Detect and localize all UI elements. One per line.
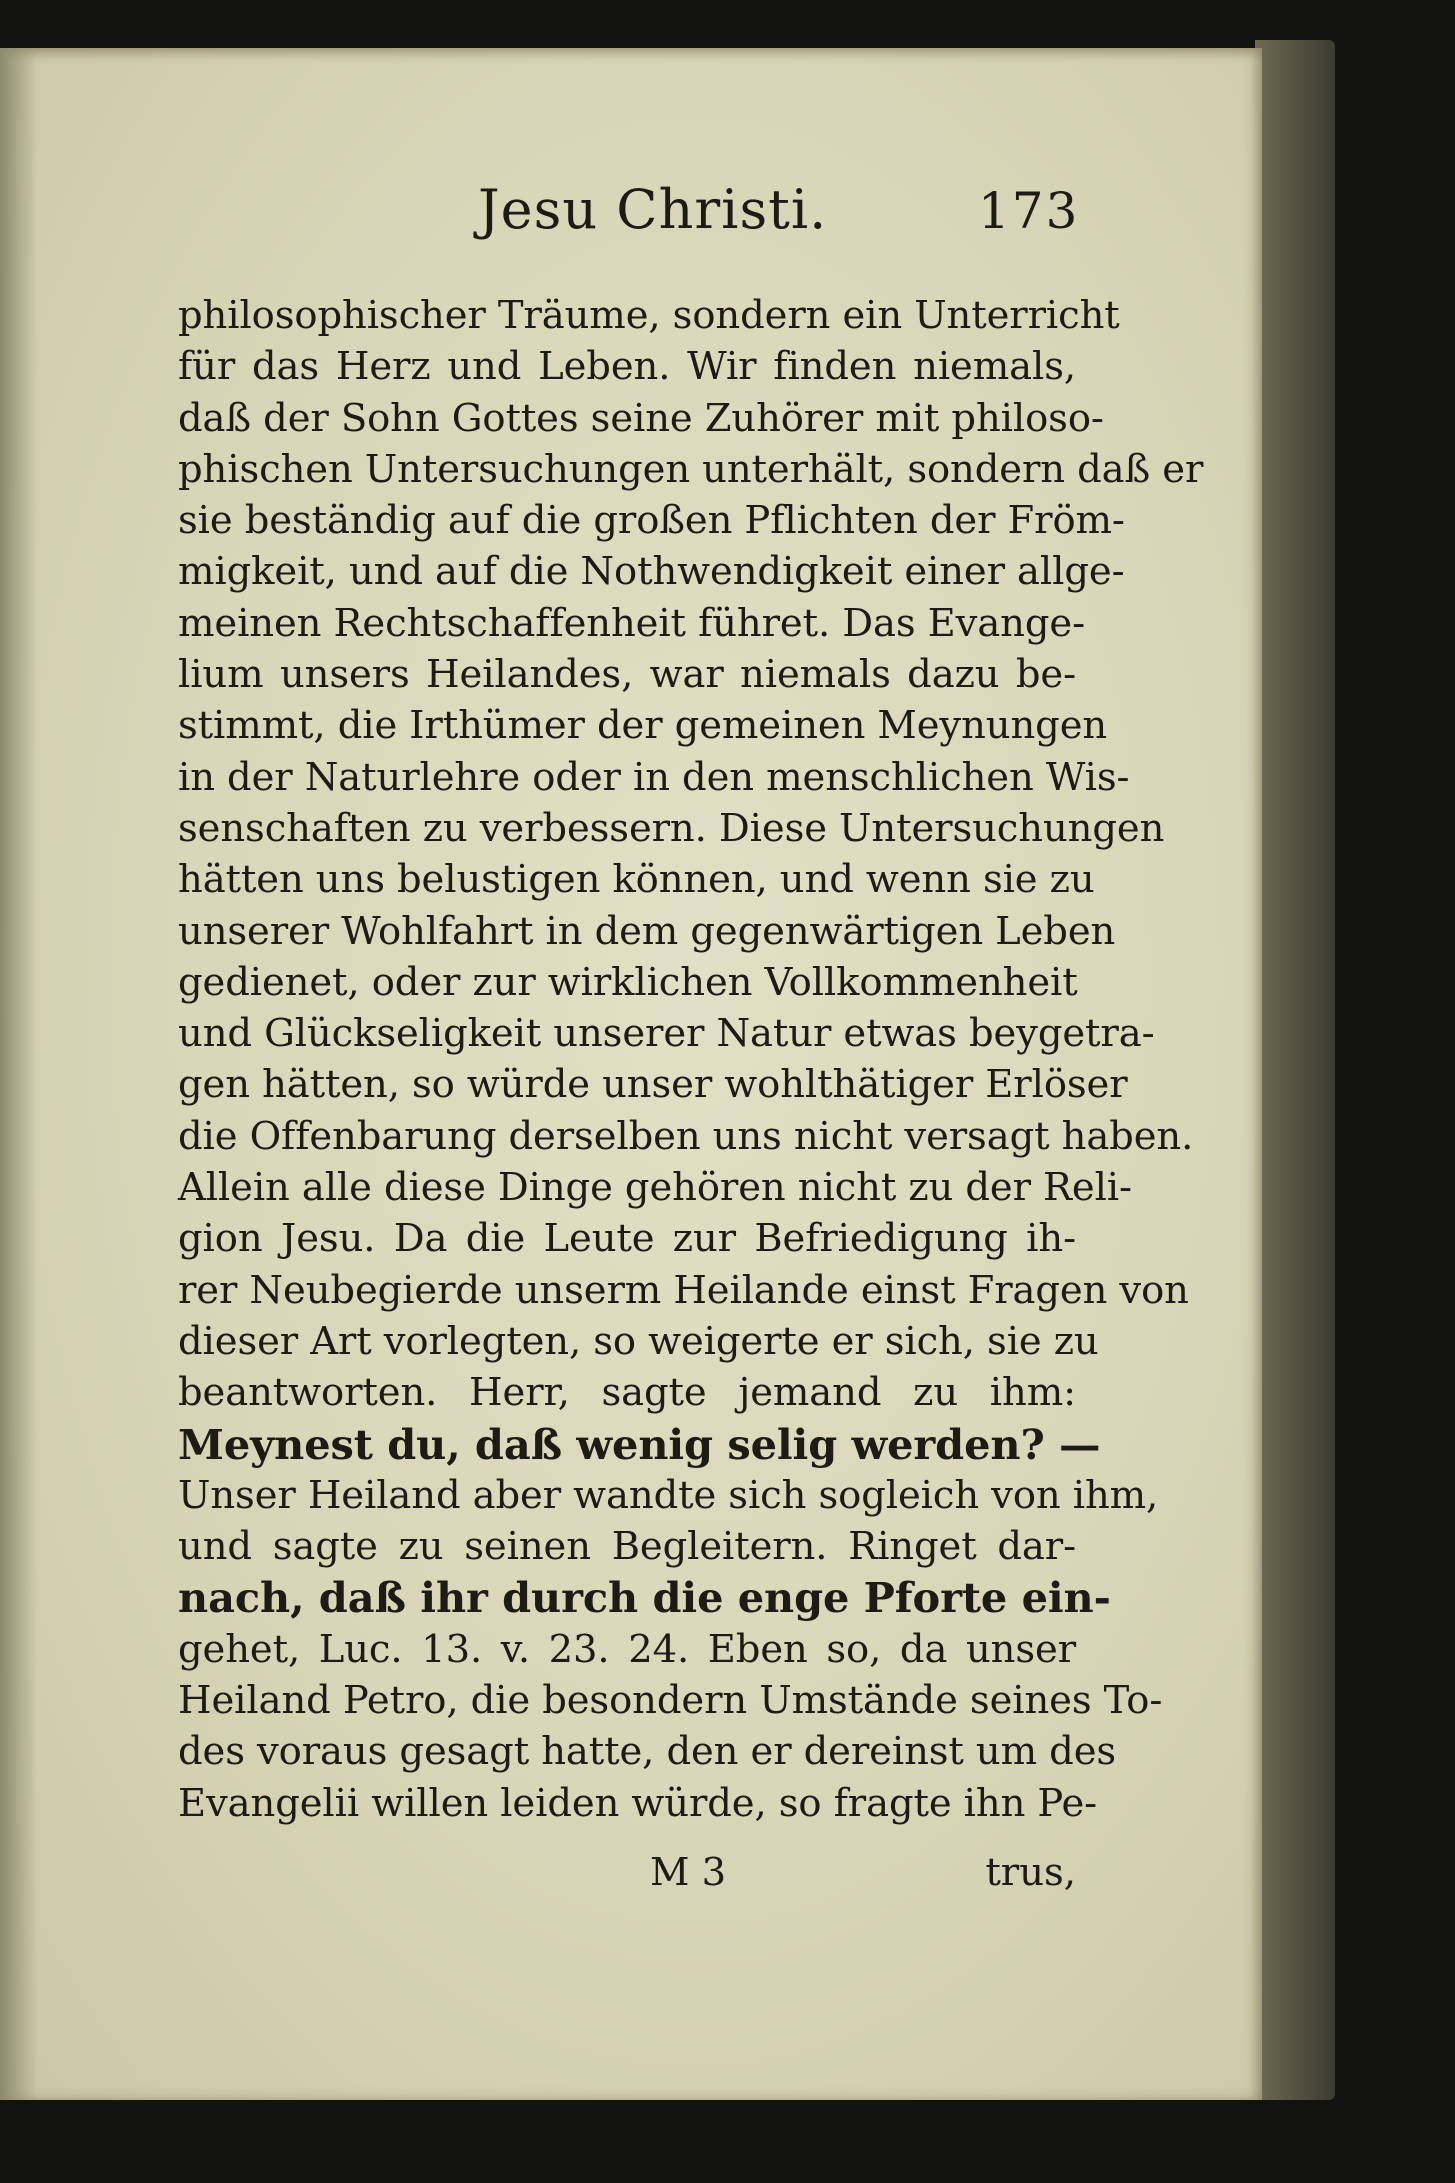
running-title: Jesu Christi. [478,178,828,241]
text-line: und sagte zu seinen Begleitern. Ringet dar- [178,1524,1076,1570]
text-line: senschaften zu verbessern. Diese Untersuchungen [178,805,1165,851]
page-number: 173 [978,182,1080,240]
text-line: gen hätten, so würde unser wohlthätiger Erlöser [178,1062,1128,1108]
page-header [0,178,1262,248]
text-line: Evangelii willen leiden würde, so fragte ihn Pe- [178,1780,1098,1826]
catchword: trus, [985,1850,1076,1895]
text-line: migkeit, und auf die Nothwendigkeit einer allge- [178,549,1125,595]
text-line: hätten uns belustigen können, und wenn sie zu [178,857,1095,903]
page-edge [1255,40,1335,2100]
text-line: Unser Heiland aber wandte sich sogleich von ihm, [178,1472,1159,1518]
text-line: gehet, Luc. 13. v. 23. 24. Eben so, da unser [178,1626,1076,1672]
text-line: beantworten. Herr, sagte jemand zu ihm: [178,1370,1076,1416]
text-line: die Offenbarung derselben uns nicht versagt haben. [178,1113,1194,1159]
text-line: Allein alle diese Dinge gehören nicht zu der Reli- [178,1165,1132,1211]
text-line: des voraus gesagt hatte, den er dereinst um des [178,1729,1117,1775]
text-line: gedienet, oder zur wirklichen Vollkommenheit [178,959,1078,1005]
text-line: daß der Sohn Gottes seine Zuhörer mit philoso- [178,395,1104,441]
body-text [178,290,1204,1829]
text-line: philosophischer Träume, sondern ein Unterricht [178,293,1120,338]
page-gutter [0,48,38,2100]
text-line: stimmt, die Irthümer der gemeinen Meynungen [178,703,1108,749]
text-line: dieser Art vorlegten, so weigerte er sich, sie zu [178,1318,1099,1364]
signature-mark: M 3 [650,1850,727,1895]
quoted-line: Meynest du, daß wenig selig werden? — [178,1419,1101,1469]
quoted-line: nach, daß ihr durch die enge Pforte ein- [178,1573,1111,1623]
text-line: Heiland Petro, die besondern Umstände seines To- [178,1678,1163,1724]
text-line: in der Naturlehre oder in den menschlichen Wis- [178,754,1130,800]
text-line: rer Neubegierde unserm Heilande einst Fragen von [178,1267,1189,1313]
text-line: phischen Untersuchungen unterhält, sondern daß er [178,446,1204,492]
text-line: unserer Wohlfahrt in dem gegenwärtigen Leben [178,908,1116,954]
text-line: und Glückseligkeit unserer Natur etwas beygetra- [178,1011,1155,1057]
page-footer [178,1850,1076,1902]
text-line: sie beständig auf die großen Pflichten der Fröm- [178,498,1125,544]
text-line: meinen Rechtschaffenheit führet. Das Evange- [178,600,1086,646]
text-line: gion Jesu. Da die Leute zur Befriedigung ih- [178,1216,1076,1262]
text-line: lium unsers Heilandes, war niemals dazu be- [178,652,1076,698]
text-line: für das Herz und Leben. Wir finden niemals, [178,344,1076,390]
